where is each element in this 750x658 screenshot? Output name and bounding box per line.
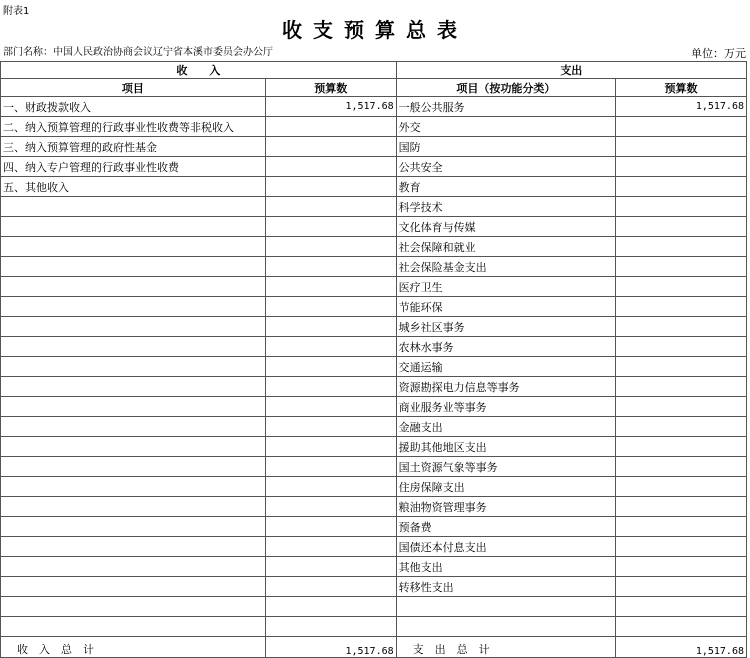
attachment-label: 附表1 xyxy=(3,6,30,17)
page-title: 收支预算总表 xyxy=(282,18,468,42)
expense-amount-cell xyxy=(616,317,747,337)
expense-header: 支出 xyxy=(396,62,746,79)
expense-item-cell: 国债还本付息支出 xyxy=(396,537,615,557)
expense-item-cell: 城乡社区事务 xyxy=(396,317,615,337)
expense-amount-cell xyxy=(616,237,747,257)
expense-amount-cell xyxy=(616,617,747,637)
expense-amount-cell xyxy=(616,157,747,177)
income-item-cell xyxy=(1,377,266,397)
expense-budget-header: 预算数 xyxy=(616,79,747,97)
income-amount-cell xyxy=(265,397,396,417)
table-row xyxy=(1,537,747,557)
income-item-cell xyxy=(1,497,266,517)
expense-amount-cell xyxy=(616,537,747,557)
income-item-cell xyxy=(1,557,266,577)
expense-item-cell xyxy=(396,617,615,637)
expense-amount-cell xyxy=(616,457,747,477)
income-item-cell xyxy=(1,397,266,417)
expense-amount-cell xyxy=(616,257,747,277)
table-row xyxy=(1,117,747,137)
table-row xyxy=(1,177,747,197)
income-item-cell xyxy=(1,337,266,357)
income-amount-cell xyxy=(265,137,396,157)
total-row xyxy=(1,637,747,658)
expense-amount-cell xyxy=(616,357,747,377)
expense-amount-cell xyxy=(616,417,747,437)
expense-item-header: 项目（按功能分类） xyxy=(396,79,615,97)
expense-item-cell: 其他支出 xyxy=(396,557,615,577)
income-amount-cell xyxy=(265,117,396,137)
income-item-cell xyxy=(1,197,266,217)
table-row xyxy=(1,317,747,337)
expense-item-cell: 社会保险基金支出 xyxy=(396,257,615,277)
expense-item-cell: 援助其他地区支出 xyxy=(396,437,615,457)
expense-item-cell: 文化体育与传媒 xyxy=(396,217,615,237)
income-item-cell xyxy=(1,437,266,457)
expense-item-cell: 国防 xyxy=(396,137,615,157)
expense-item-cell: 公共安全 xyxy=(396,157,615,177)
income-item-cell xyxy=(1,537,266,557)
income-amount-cell xyxy=(265,597,396,617)
expense-item-cell: 粮油物资管理事务 xyxy=(396,497,615,517)
income-amount-cell: 1,517.68 xyxy=(265,97,396,117)
table-row xyxy=(1,357,747,377)
expense-amount-cell xyxy=(616,197,747,217)
expense-amount-cell xyxy=(616,517,747,537)
income-total-amount: 1,517.68 xyxy=(265,637,396,658)
income-amount-cell xyxy=(265,497,396,517)
table-row xyxy=(1,337,747,357)
unit-label: 单位：万元 xyxy=(691,47,746,60)
table-row xyxy=(1,557,747,577)
expense-amount-cell xyxy=(616,577,747,597)
income-amount-cell xyxy=(265,357,396,377)
income-amount-cell xyxy=(265,317,396,337)
income-budget-header: 预算数 xyxy=(265,79,396,97)
table-row xyxy=(1,197,747,217)
expense-item-cell: 节能环保 xyxy=(396,297,615,317)
table-row xyxy=(1,137,747,157)
expense-amount-cell xyxy=(616,117,747,137)
income-amount-cell xyxy=(265,197,396,217)
table-row xyxy=(1,237,747,257)
expense-item-cell: 医疗卫生 xyxy=(396,277,615,297)
expense-amount-cell xyxy=(616,217,747,237)
income-amount-cell xyxy=(265,337,396,357)
table-row xyxy=(1,517,747,537)
income-amount-cell xyxy=(265,177,396,197)
income-item-cell xyxy=(1,357,266,377)
expense-amount-cell xyxy=(616,277,747,297)
income-item-cell: 一、财政拨款收入 xyxy=(1,97,266,117)
income-amount-cell xyxy=(265,257,396,277)
table-row xyxy=(1,597,747,617)
table-row xyxy=(1,617,747,637)
table-row xyxy=(1,277,747,297)
income-item-cell xyxy=(1,277,266,297)
table-row xyxy=(1,297,747,317)
expense-item-cell: 一般公共服务 xyxy=(396,97,615,117)
expense-amount-cell xyxy=(616,557,747,577)
table-row xyxy=(1,257,747,277)
table-row xyxy=(1,217,747,237)
table-row xyxy=(1,497,747,517)
expense-item-cell: 资源勘探电力信息等事务 xyxy=(396,377,615,397)
income-amount-cell xyxy=(265,277,396,297)
expense-item-cell: 教育 xyxy=(396,177,615,197)
expense-total-amount: 1,517.68 xyxy=(616,637,747,658)
table-body xyxy=(1,97,747,637)
income-amount-cell xyxy=(265,217,396,237)
income-amount-cell xyxy=(265,477,396,497)
table-row xyxy=(1,97,747,117)
expense-amount-cell xyxy=(616,137,747,157)
income-item-cell xyxy=(1,417,266,437)
expense-item-cell xyxy=(396,597,615,617)
income-item-cell: 四、纳入专户管理的行政事业性收费 xyxy=(1,157,266,177)
expense-amount-cell: 1,517.68 xyxy=(616,97,747,117)
income-item-cell: 五、其他收入 xyxy=(1,177,266,197)
expense-amount-cell xyxy=(616,297,747,317)
table-row xyxy=(1,577,747,597)
department-name: 部门名称：中国人民政治协商会议辽宁省本溪市委员会办公厅 xyxy=(3,47,273,58)
expense-total-label: 支出总计 xyxy=(396,637,615,658)
income-amount-cell xyxy=(265,617,396,637)
expense-amount-cell xyxy=(616,437,747,457)
table-row xyxy=(1,417,747,437)
income-amount-cell xyxy=(265,417,396,437)
income-item-cell: 二、纳入预算管理的行政事业性收费等非税收入 xyxy=(1,117,266,137)
expense-item-cell: 住房保障支出 xyxy=(396,477,615,497)
table-row xyxy=(1,437,747,457)
expense-amount-cell xyxy=(616,177,747,197)
income-amount-cell xyxy=(265,577,396,597)
expense-item-cell: 转移性支出 xyxy=(396,577,615,597)
income-amount-cell xyxy=(265,157,396,177)
income-item-cell xyxy=(1,517,266,537)
income-item-cell xyxy=(1,217,266,237)
income-amount-cell xyxy=(265,377,396,397)
expense-item-cell: 社会保障和就业 xyxy=(396,237,615,257)
income-item-cell xyxy=(1,477,266,497)
income-item-cell xyxy=(1,597,266,617)
expense-item-cell: 交通运输 xyxy=(396,357,615,377)
table-row xyxy=(1,457,747,477)
income-amount-cell xyxy=(265,437,396,457)
income-item-cell xyxy=(1,457,266,477)
expense-item-cell: 国土资源气象等事务 xyxy=(396,457,615,477)
income-item-cell xyxy=(1,297,266,317)
income-total-label: 收入总计 xyxy=(1,637,266,658)
expense-item-cell: 金融支出 xyxy=(396,417,615,437)
expense-item-cell: 商业服务业等事务 xyxy=(396,397,615,417)
income-amount-cell xyxy=(265,297,396,317)
income-amount-cell xyxy=(265,517,396,537)
table-row xyxy=(1,477,747,497)
income-item-cell: 三、纳入预算管理的政府性基金 xyxy=(1,137,266,157)
income-item-cell xyxy=(1,317,266,337)
expense-amount-cell xyxy=(616,477,747,497)
income-amount-cell xyxy=(265,537,396,557)
income-item-cell xyxy=(1,257,266,277)
income-item-cell xyxy=(1,237,266,257)
income-amount-cell xyxy=(265,457,396,477)
expense-amount-cell xyxy=(616,597,747,617)
expense-amount-cell xyxy=(616,397,747,417)
table-row xyxy=(1,377,747,397)
expense-amount-cell xyxy=(616,377,747,397)
expense-amount-cell xyxy=(616,497,747,517)
income-header: 收 入 xyxy=(1,62,397,79)
expense-item-cell: 外交 xyxy=(396,117,615,137)
table-row xyxy=(1,157,747,177)
table-row xyxy=(1,397,747,417)
expense-amount-cell xyxy=(616,337,747,357)
expense-item-cell: 科学技术 xyxy=(396,197,615,217)
income-item-cell xyxy=(1,617,266,637)
expense-item-cell: 预备费 xyxy=(396,517,615,537)
income-item-cell xyxy=(1,577,266,597)
expense-item-cell: 农林水事务 xyxy=(396,337,615,357)
income-amount-cell xyxy=(265,557,396,577)
budget-table xyxy=(0,61,747,658)
income-item-header: 项目 xyxy=(1,79,266,97)
income-amount-cell xyxy=(265,237,396,257)
